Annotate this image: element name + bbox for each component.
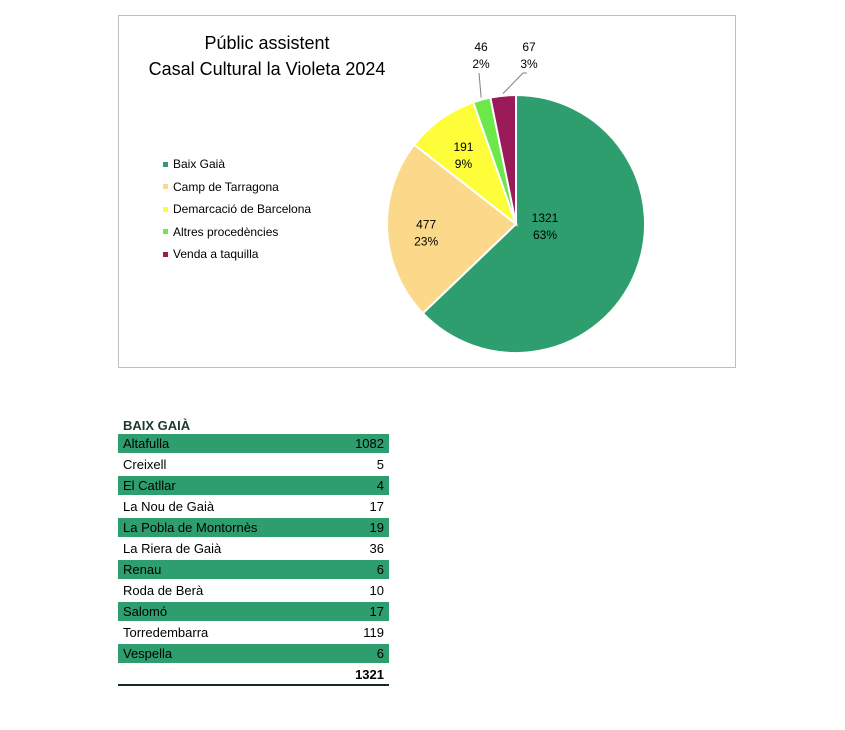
slice-value-label-0: 1321 (531, 211, 559, 225)
leader-line-3 (479, 73, 481, 98)
legend-swatch (163, 229, 168, 234)
table-total-value: 1321 (355, 667, 384, 682)
slice-percent-label-3: 2% (472, 57, 490, 71)
row-value: 17 (369, 499, 384, 514)
legend-label: Demarcació de Barcelona (173, 202, 312, 217)
row-municipality: Renau (123, 562, 162, 577)
slice-value-label-3: 46 (474, 40, 488, 54)
legend-item-1 (163, 176, 311, 199)
table-row (118, 476, 389, 495)
row-value: 4 (376, 478, 384, 493)
legend-swatch (163, 252, 168, 257)
row-value: 10 (369, 583, 384, 598)
table-title: BAIX GAIÀ (123, 418, 191, 433)
chart-area (118, 15, 736, 368)
row-municipality: Vespella (123, 646, 173, 661)
chart-title-line-2: Casal Cultural la Violeta 2024 (148, 59, 386, 79)
row-municipality: Altafulla (123, 436, 170, 451)
legend-item-0 (163, 153, 311, 176)
legend-label: Camp de Tarragona (173, 179, 279, 194)
row-value: 17 (369, 604, 384, 619)
row-municipality: Roda de Berà (123, 583, 204, 598)
row-value: 19 (369, 520, 384, 535)
legend-label: Altres procedències (173, 224, 279, 239)
row-value: 6 (376, 562, 384, 577)
slice-value-label-2: 191 (453, 139, 474, 154)
table-row (118, 539, 389, 558)
table-row (118, 518, 389, 537)
legend-item-3 (163, 221, 311, 244)
table-row (118, 602, 389, 621)
table-row (118, 581, 389, 600)
baix-gaia-table (118, 415, 389, 686)
row-municipality: Creixell (123, 457, 167, 472)
row-municipality: Torredembarra (123, 625, 209, 640)
legend-label: Baix Gaià (173, 157, 226, 172)
table-row (118, 623, 389, 642)
legend-item-4 (163, 243, 311, 266)
table-row (118, 455, 389, 474)
row-municipality: La Nou de Gaià (123, 499, 215, 514)
row-municipality: La Riera de Gaià (123, 541, 222, 556)
row-value: 6 (376, 646, 384, 661)
legend-item-2 (163, 198, 311, 221)
slice-percent-label-0: 63% (532, 228, 558, 242)
row-value: 119 (363, 625, 384, 640)
table-row (118, 497, 389, 516)
table-body (118, 434, 389, 663)
legend-swatch (163, 162, 168, 167)
table-row (118, 434, 389, 453)
table-row (118, 560, 389, 579)
row-value: 5 (376, 457, 384, 472)
row-municipality: La Pobla de Montornès (123, 520, 258, 535)
chart-title-line-1: Públic assistent (204, 33, 330, 53)
row-value: 1082 (355, 436, 384, 451)
row-municipality: El Catllar (123, 478, 176, 493)
slice-value-label-4: 67 (522, 40, 536, 54)
legend-swatch (163, 207, 168, 212)
row-municipality: Salomó (123, 604, 168, 619)
slice-value-label-1: 477 (416, 217, 437, 232)
leader-line-4 (503, 73, 527, 94)
table-row (118, 644, 389, 663)
chart-legend (163, 153, 311, 266)
table-total-row (118, 665, 389, 686)
slice-percent-label-4: 3% (520, 57, 538, 71)
row-value: 36 (369, 541, 384, 556)
slice-percent-label-1: 23% (414, 234, 439, 249)
slice-percent-label-2: 9% (454, 156, 473, 171)
legend-swatch (163, 184, 168, 189)
legend-label: Venda a taquilla (173, 247, 259, 262)
